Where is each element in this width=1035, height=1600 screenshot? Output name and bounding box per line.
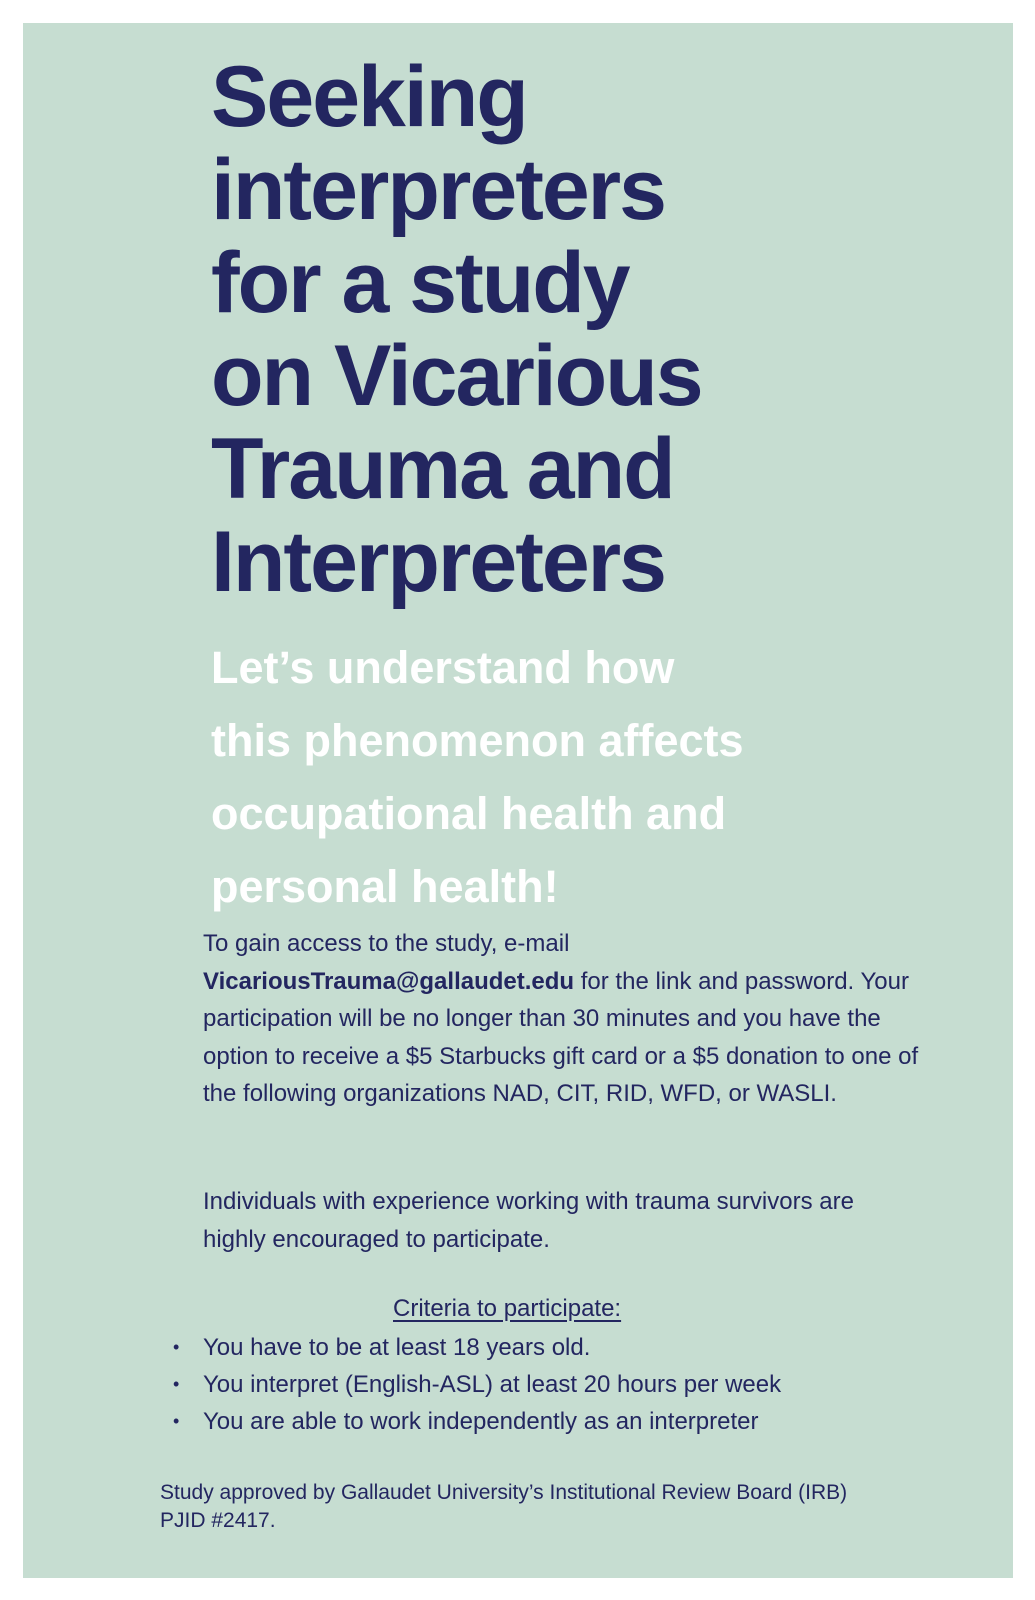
bullet-icon: • [173,1411,180,1431]
body-after-email: for the link and password. Your participation will be no longer than 30 minutes and you have the option to receive a $5 Starbucks gift card or a $5 donation to one of the following organizations NAD, CIT, RID, WFD, or WASLI. [203,967,919,1107]
bullet-icon: • [173,1337,180,1357]
criteria-item [173,1366,781,1403]
subheadline-line-3: occupational health and [211,788,727,839]
criteria-item-text: You have to be at least 18 years old. [203,1334,591,1361]
criteria-title: Criteria to participate: [393,1295,622,1322]
headline-line-6: Interpreters [211,514,665,610]
headline [211,51,931,609]
body-intro: To gain access to the study, e-mail [203,930,570,957]
headline-line-5: Trauma and [211,421,674,517]
criteria-item [173,1403,781,1440]
headline-line-2: interpreters [211,142,665,238]
body-paragraph-access [203,925,923,1113]
bullet-icon: • [173,1374,180,1394]
criteria-list [173,1329,781,1440]
irb-approval-line-1: Study approved by Gallaudet University’s Institutional Review Board (IRB) [160,1481,848,1504]
criteria-item-text: You interpret (English-ASL) at least 20 hours per week [203,1371,782,1398]
subheadline-line-4: personal health! [211,861,559,912]
criteria-item [173,1329,781,1366]
subheadline [211,631,971,923]
contact-email-link[interactable]: VicariousTrauma@gallaudet.edu [203,967,575,995]
headline-line-3: for a study [211,235,629,331]
headline-line-1: Seeking [211,49,527,145]
irb-approval-note [160,1479,960,1535]
poster [23,23,1013,1578]
headline-line-4: on Vicarious [211,328,702,424]
subheadline-line-2: this phenomenon affects [211,715,744,766]
criteria-item-text: You are able to work independently as an interpreter [203,1408,759,1435]
body-paragraph-encouragement: Individuals with experience working with trauma survivors are highly encouraged to participate. [203,1188,854,1253]
subheadline-line-1: Let’s understand how [211,642,675,693]
irb-approval-line-2: PJID #2417. [160,1509,276,1532]
